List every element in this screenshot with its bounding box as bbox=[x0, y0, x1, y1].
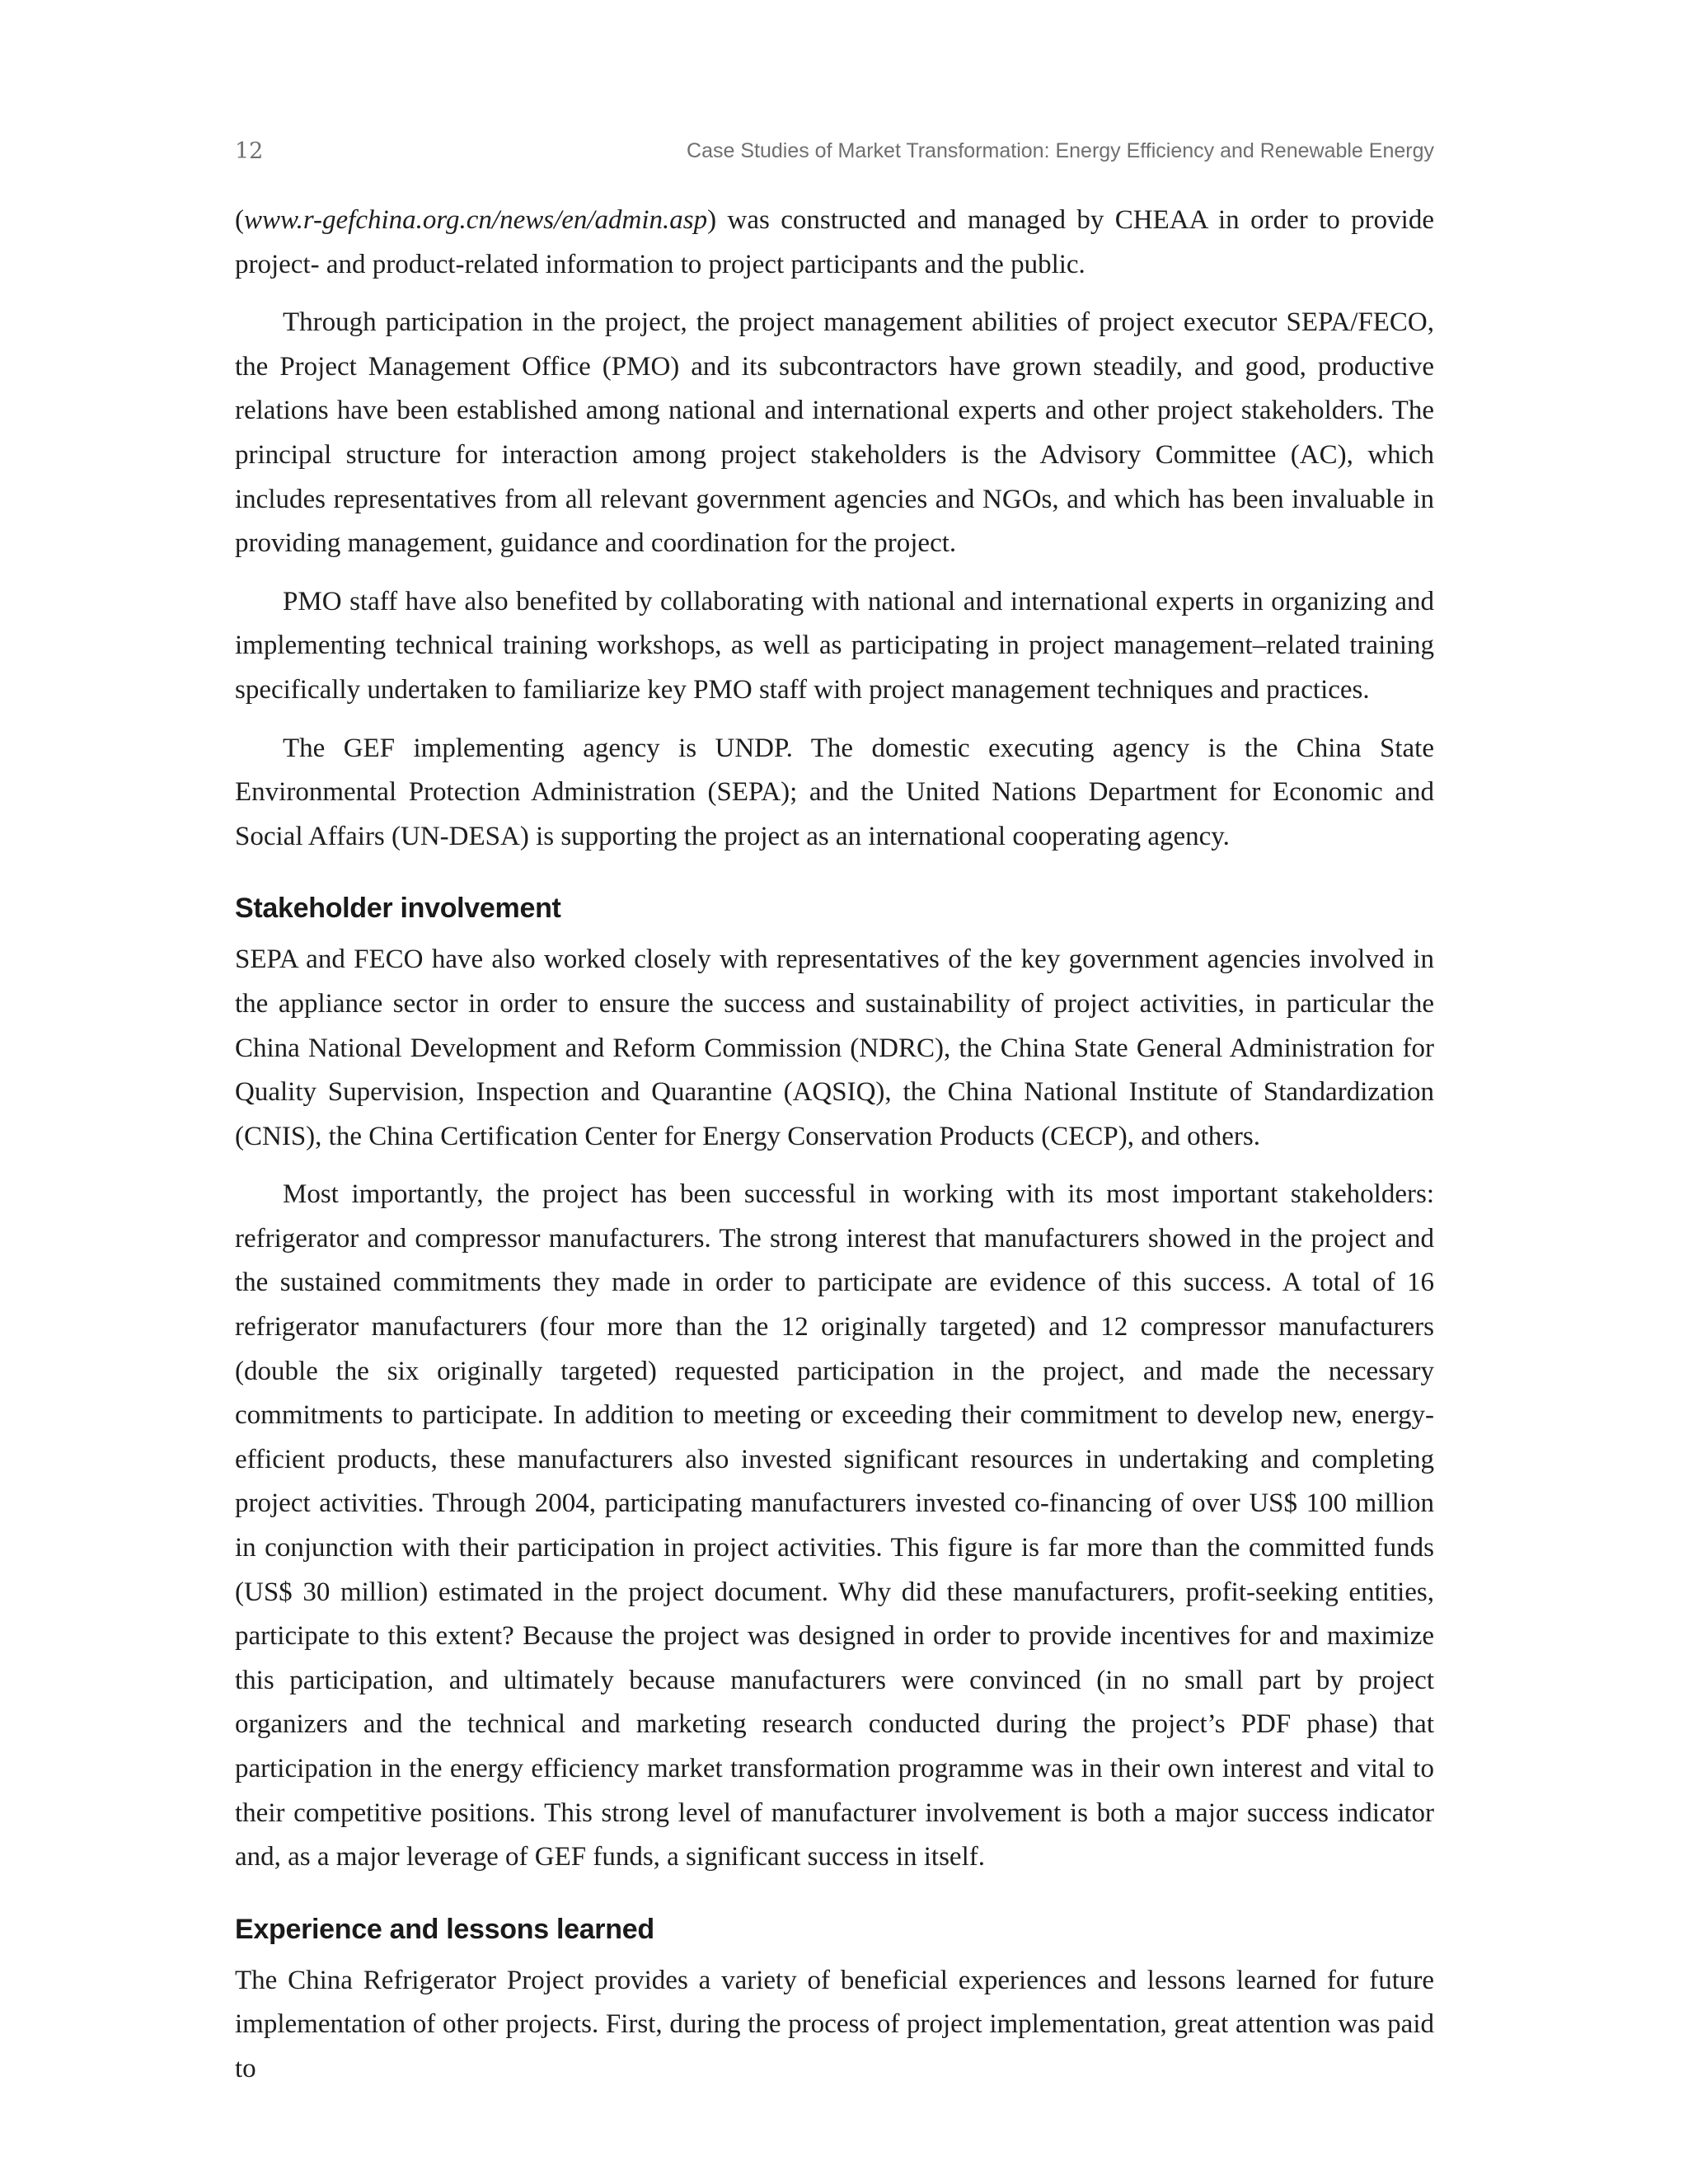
paragraph-website bbox=[235, 199, 1434, 287]
running-header bbox=[235, 134, 1434, 167]
website-link[interactable]: www.r-gefchina.org.cn/news/en/admin.asp bbox=[244, 205, 708, 235]
paragraph-pmo-staff: PMO staff have also benefited by collaborating with national and international experts in organizing and implementing technical training workshops, as well as participating in project management–related training specifically undertaken to familiarize key PMO staff with project management techniques and practices. bbox=[235, 586, 1434, 705]
paragraph-agencies: The GEF implementing agency is UNDP. The domestic executing agency is the China State Environmental Protection Administration (SEPA); and the United Nations Department for Economic and Social Affairs (UN-DESA) is supporting the project as an international cooperating agency. bbox=[235, 733, 1434, 851]
paragraph-project-management: Through participation in the project, the project management abilities of project executor SEPA/FECO, the Project Management Office (PMO) and its subcontractors have grown steadily, and good, productive relations have been established among national and international experts and other project stakeholders. The principal structure for interaction among project stakeholders is the Advisory Committee (AC), which includes representatives from all relevant government agencies and NGOs, and which has been invaluable in providing management, guidance and coordination for the project. bbox=[235, 307, 1434, 559]
paragraph-website-text: ) was constructed and managed by CHEAA in order to provide project- and product-related information to project participants and the public. bbox=[235, 205, 1434, 279]
paragraph-lessons: The China Refrigerator Project provides a variety of beneficial experiences and lessons learned for future implementation of other projects. First, during the process of project implementation, great attention was paid to bbox=[235, 1965, 1434, 2083]
page-number: 12 bbox=[235, 138, 264, 164]
paragraph-government-agencies: SEPA and FECO have also worked closely with representatives of the key government agencies involved in the appliance sector in order to ensure the success and sustainability of project activities, in particular the China National Development and Reform Commission (NDRC), the China State General Administration for Quality Supervision, Inspection and Quarantine (AQSIQ), the China National Institute of Standardization (CNIS), the China Certification Center for Energy Conservation Products (CECP), and others. bbox=[235, 944, 1434, 1151]
body-text bbox=[235, 199, 1434, 2106]
heading-stakeholder-involvement: Stakeholder involvement bbox=[235, 893, 561, 925]
heading-experience-lessons: Experience and lessons learned bbox=[235, 1913, 654, 1945]
paren-open: ( bbox=[235, 205, 244, 235]
paragraph-manufacturers: Most importantly, the project has been successful in working with its most important stakeholders: refrigerator and compressor manufacturers. The strong interest that manufacturers showed in the project and the sustained commitments they made in order to participate are evidence of this success. A total of 16 refrigerator manufacturers (four more than the 12 originally targeted) and 12 compressor manufacturers (double the six originally targeted) requested participation in the project, and made the necessary commitments to participate. In addition to meeting or exceeding their commitment to develop new, energy-efficient products, these manufacturers also invested significant resources in undertaking and completing project activities. Through 2004, participating manufacturers invested co-financing of over US$ 100 million in conjunction with their participation in project activities. This figure is far more than the committed funds (US$ 30 million) estimated in the project document. Why did these manufacturers, profit-seeking entities, participate to this extent? Because the project was designed in order to provide incentives for and maximize this participation, and ultimately because manufacturers were convinced (in no small part by project organizers and the technical and marketing research conducted during the project’s PDF phase) that participation in the energy efficiency market transformation programme was in their own interest and vital to their competitive positions. This strong level of manufacturer involvement is both a major success indicator and, as a major leverage of GEF funds, a significant success in itself. bbox=[235, 1179, 1434, 1872]
running-title: Case Studies of Market Transformation: Energy Efficiency and Renewable Energy bbox=[687, 138, 1434, 162]
